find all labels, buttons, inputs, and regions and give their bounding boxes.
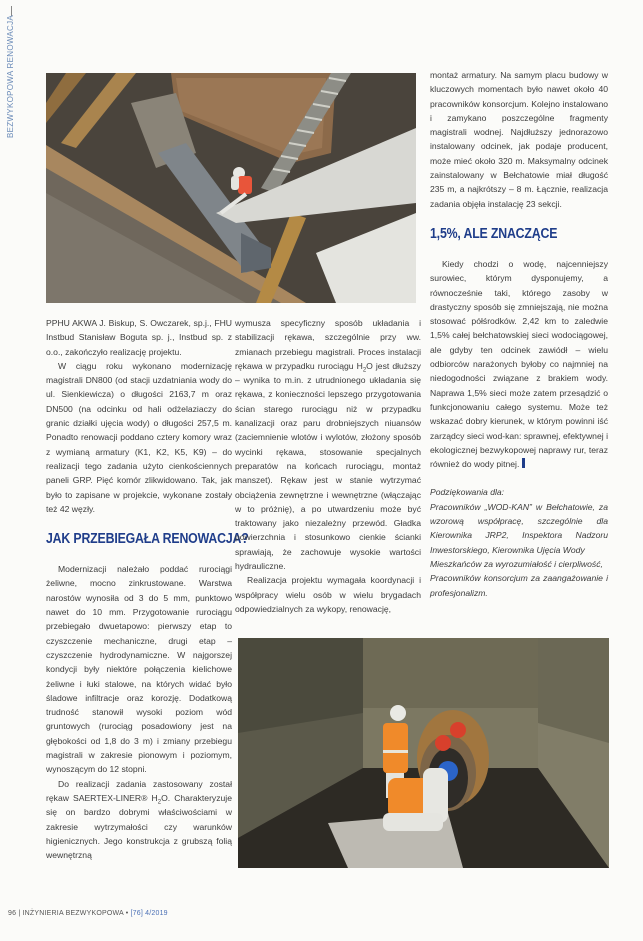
page-footer xyxy=(8,910,168,917)
text-span: wymusza specyficzny sposób układania i stabilizacji rękawa, szczególnie przy ww. zmianach przebiegu magistrali. Proces instalacji rękawa w przypadku rurociągu H xyxy=(235,318,421,371)
paragraph: Realizacja projektu wymagała koordynacji i współpracy wielu osób w wielu brygadach odpowiedzialnych za wykopy, renowację, xyxy=(235,575,421,614)
issue-number: [76] xyxy=(130,910,143,917)
section-heading-significance: 1,5%, ALE ZNACZĄCE xyxy=(430,225,558,242)
paragraph: PPHU AKWA J. Biskup, S. Owczarek, sp.j., FHU Instbud Stanisław Boguta sp. j., Instbud sp. z o.o., zakończyło realizację projektu. xyxy=(46,318,232,357)
footer-separator: | xyxy=(18,910,21,917)
paragraph: Modernizacji należało poddać rurociągi żeliwne, mocno zinkrustowane. Warstwa narostów wynosiła od 3 do 5 mm, punktowo nawet do 10 mm. Przygotowanie rurociągu przebiegało dwuetapowo: pierwszy etap to czyszczenie mechaniczne, drugi etap – czyszczenie hydrodynamiczne. W najgorszej kondycji były niektóre połączenia kielichowe żeliwne i łuki stalowe, na których widać było śladowe infiltracje oraz korozję. Dodatkową trudność stanowił wysoki poziom wód gruntowych (rurociąg posadowiony jest na głębokości od 1,8 do 3 m) i zmiany przebiegu magistrali w zakresie pionowym i poziomym, wynoszącym do 12 stopni. xyxy=(46,564,232,775)
text-span: Kiedy chodzi o wodę, najcenniejszy surowiec, którym dysponujemy, a równocześnie taki, którego zasoby w drastyczny sposób się zmniejszają, nie można stosować półśrodków. 2,42 km to zaledwie 1,5% całej bełchatowskiej sieci wodociągowej, ale gdyby ten odcinek zawiódł – wielu odbiorców narażonych byłoby co najmniej na niedogodności związane z brakiem wody. Naprawa 1,5% sieci może zatem przesądzić o funkcjonowaniu całego systemu. Może też wskazać dobry kierunek, w którym powinni iść zarządcy sieci wod-kan: sprawnej, efektywnej i ekologicznej bezwykopowej naprawy rur, teraz również do wody pitnej. xyxy=(430,258,608,470)
issue-date: 4/2019 xyxy=(145,910,168,917)
page-number: 96 xyxy=(8,910,17,917)
photo-excavation xyxy=(46,73,416,303)
text-column-2 xyxy=(235,316,421,616)
end-mark-icon xyxy=(522,458,525,468)
section-label xyxy=(6,14,20,138)
subscript: 2 xyxy=(157,799,162,806)
paragraph xyxy=(46,777,232,863)
paragraph xyxy=(430,257,608,471)
section-label-text: BEZWYKOPOWA RENOWACJA xyxy=(6,14,15,138)
acknowledgement-item: Mieszkańców za wyrozumiałość i cierpliwość, xyxy=(430,558,603,569)
paragraph xyxy=(235,316,421,573)
text-span: Do realizacji zadania zastosowany został rękaw SAERTEX-LINER® H xyxy=(46,778,232,803)
acknowledgements xyxy=(430,485,608,599)
text-span: O jest dłuższy – wynika to m.in. z utrudnionego układania się rękawa, z konieczności lepszego przygotowania ścian starego rurociągu niż w przypadku kanalizacji oraz paru drobniejszych niuansów (zaciemnienie wlotów i wylotów, złożony sposób wycinki rękawa, stosowanie specjalnych preparatów na końcach rurociągu, montaż manszet). Rękaw jest w stanie wytrzymać obciążenia zewnętrzne i wewnętrzne (włączając w to próżnię), a po utwardzeniu może być traktowany jako niezależny przewód. Gładka powierzchnia i stosunkowo cienkie ścianki sprawiają, że zachowuje wysokie wartości hydrauliczne. xyxy=(235,360,421,572)
magazine-name: INŻYNIERIA BEZWYKOPOWA xyxy=(22,910,124,917)
text-column-3 xyxy=(430,68,608,600)
acknowledgement-item: Pracowników „WOD-KAN” w Bełchatowie, za wzorową współpracę, szczególnie dla Kierownika JRP2, Inspektora Nadzoru Inwestorskiego, Kierownika Ujęcia Wody xyxy=(430,501,608,555)
paragraph: montaż armatury. Na samym placu budowy w kluczowych momentach było nawet około 40 pracowników konsorcjum. Kolejno instalowano i zamykano poszczególne fragmenty magistrali wodnej. Najdłuższy jednorazowo instalowany odcinek, jak podaje producent, może mieć około 320 m. Maksymalny odcinek zainstalowany w Bełchatowie miał długość 235 m, a najkrótszy – 8 m. Łącznie, realizacja zadania objęła instalację 23 sekcji. xyxy=(430,70,608,209)
acknowledgements-title: Podziękowania dla: xyxy=(430,487,505,498)
photo-chamber-workers xyxy=(238,638,609,868)
footer-bullet: • xyxy=(125,910,129,917)
text-span: O. Charakteryzuje się on bardzo dobrymi właściwościami w zakresie wytrzymałości czy warunków higienicznych. Jego konstrukcja z grubszą folią wewnętrzną xyxy=(46,792,232,861)
acknowledgement-item: Pracowników konsorcjum za zaangażowanie i profesjonalizm. xyxy=(430,573,608,598)
section-heading-renovation: JAK PRZEBIEGAŁA RENOWACJA? xyxy=(46,531,249,548)
subscript: 2 xyxy=(362,367,367,374)
text-column-1 xyxy=(46,316,249,862)
paragraph: W ciągu roku wykonano modernizację magistrali DN800 (od stacji uzdatniania wody do ul. Sienkiewicza) o długości 2163,7 m oraz DN500 (na odcinku od hali odżelaziaczy do granic działki ujęcia wody) o długości 257,5 m. Ponadto renowacji poddano cztery komory wraz z wymianą armatury (K1, K2, K5, K9) – do realizacji tego zadania użyto cienkościennych paneli GRP. Pięć komór zlikwidowano. Tak, jak było to zapisane w projekcie, wykonane zostały też 42 węzły. xyxy=(46,360,232,514)
